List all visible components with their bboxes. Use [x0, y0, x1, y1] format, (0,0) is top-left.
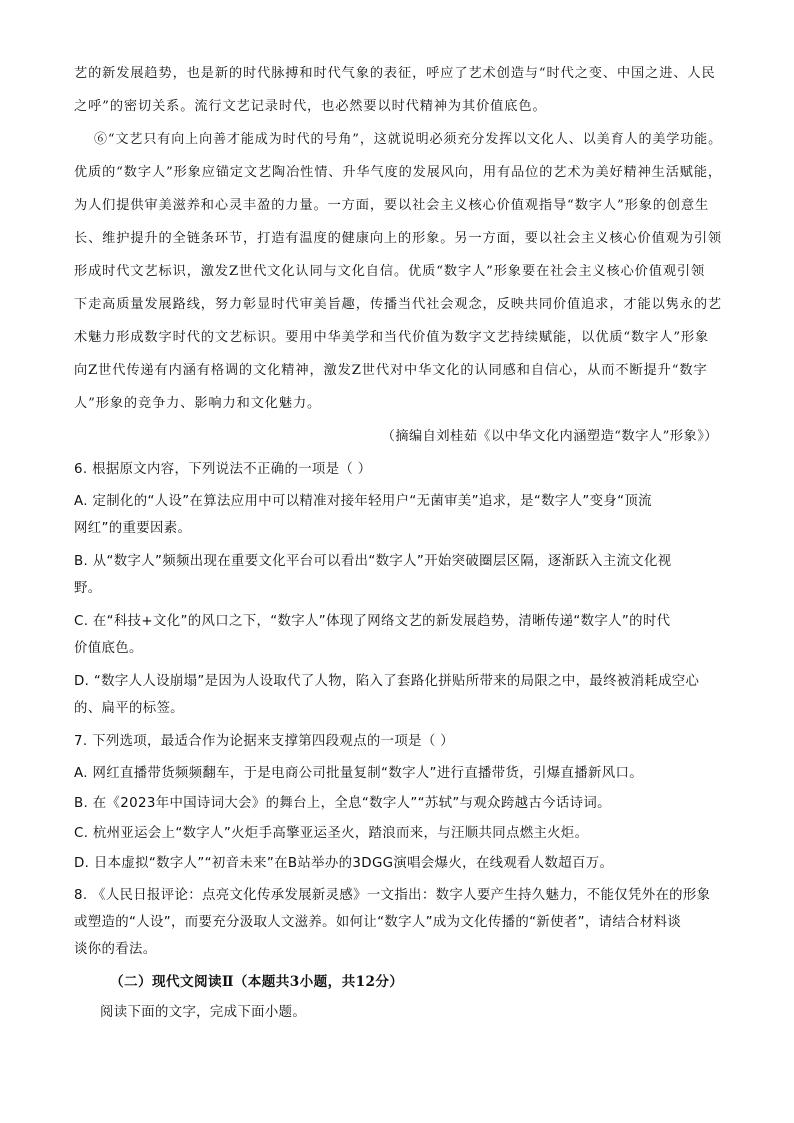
question-6-stem: 6. 根据原文内容，下列说法不正确的一项是（ ） [74, 462, 372, 477]
passage-line: 人”形象的竞争力、影响力和文化魅力。 [74, 396, 322, 411]
section-heading: （二）现代文阅读Ⅱ（本题共3小题，共12分） [110, 974, 404, 990]
question-8-stem: 8. 《人民日报评论：点亮文化传承发展新灵感》一文指出：数字人要产生持久魅力，不能仅凭外在的形象 [74, 888, 711, 903]
question-6-option-d: D. “数字人人设崩塌”是因为人设取代了人物，陷入了套路化拼贴所带来的局限之中，最终被消耗成空心 [74, 674, 700, 689]
passage-line: ⑥“文艺只有向上向善才能成为时代的号角”，这就说明必须充分发挥以文化人、以美育人的美学功能。 [94, 132, 723, 147]
passage-line: 长、维护提升的全链条环节，打造有温度的健康向上的形象。另一方面，要以社会主义核心价值观为引领 [74, 231, 723, 246]
question-7-option-c: C. 杭州亚运会上“数字人”火炬手高擎亚运圣火，踏浪而来，与汪顺共同点燃主火炬。 [74, 826, 589, 841]
question-6-option-d-cont: 的、扁平的标签。 [74, 701, 184, 716]
passage-source: （摘编自刘桂茹《以中华文化内涵塑造“数字人”形象》） [381, 429, 718, 444]
question-7-stem: 7. 下列选项，最适合作为论据来支撑第四段观点的一项是（ ） [74, 734, 454, 749]
passage-line: 优质的“数字人”形象应锚定文艺陶冶性情、升华气度的发展风向，用有品位的艺术为美好精神生活赋能， [74, 165, 722, 180]
question-6-option-c: C. 在“科技+文化”的风口之下，“数字人”体现了网络文艺的新发展趋势，清晰传递“数字人”的时代 [74, 614, 671, 629]
passage-line: 术魅力形成数字时代的文艺标识。要用中华美学和当代价值为数字文艺持续赋能，以优质“数字人”形象 [74, 330, 710, 345]
question-7-option-b: B. 在《2023年中国诗词大会》的舞台上，全息“数字人”“苏轼”与观众跨越古今话诗词。 [74, 796, 611, 811]
passage-line: 下走高质量发展路线，努力彰显时代审美旨趣，传播当代社会观念，反映共同价值追求，才能以隽永的艺 [74, 297, 723, 312]
passage-line: 形成时代文艺标识，激发Z世代文化认同与文化自信。优质“数字人”形象要在社会主义核心价值观引领 [74, 264, 706, 279]
question-6-option-a-cont: 网红”的重要因素。 [74, 521, 192, 536]
question-6-option-b-cont: 野。 [74, 581, 102, 596]
question-8-stem-cont: 或塑造的“人设”，而要充分汲取人文滋养。如何让“数字人”成为文化传播的“新使者”，请结合材料谈 [74, 915, 682, 930]
passage-line: 为人们提供审美滋养和心灵丰盈的力量。一方面，要以社会主义核心价值观指导“数字人”形象的创意生 [74, 198, 710, 213]
question-6-option-a: A. 定制化的“人设”在算法应用中可以精准对接年轻用户“无菌审美”追求，是“数字人”变身“顶流 [74, 494, 652, 509]
question-7-option-d: D. 日本虚拟“数字人”“初音未来”在B站举办的3DGG演唱会爆火，在线观看人数超百万。 [74, 856, 614, 871]
passage-line: 之呼”的密切关系。流行文艺记录时代，也必然要以时代精神为其价值底色。 [74, 99, 547, 114]
question-7-option-a: A. 网红直播带货频频翻车，于是电商公司批量复制“数字人”进行直播带货，引爆直播新风口。 [74, 766, 643, 781]
passage-line: 向Z世代传递有内涵有格调的文化精神，激发Z世代对中华文化的认同感和自信心，从而不断提升“数字 [74, 363, 708, 378]
section-instruction: 阅读下面的文字，完成下面小题。 [100, 1005, 307, 1020]
passage-line: 艺的新发展趋势，也是新的时代脉搏和时代气象的表征，呼应了艺术创造与“时代之变、中国之进、人民 [74, 66, 716, 81]
question-8-stem-cont: 谈你的看法。 [74, 942, 157, 957]
question-6-option-b: B. 从“数字人”频频出现在重要文化平台可以看出“数字人”开始突破圈层区隔，逐渐跃入主流文化视 [74, 554, 672, 569]
question-6-option-c-cont: 价值底色。 [74, 641, 143, 656]
